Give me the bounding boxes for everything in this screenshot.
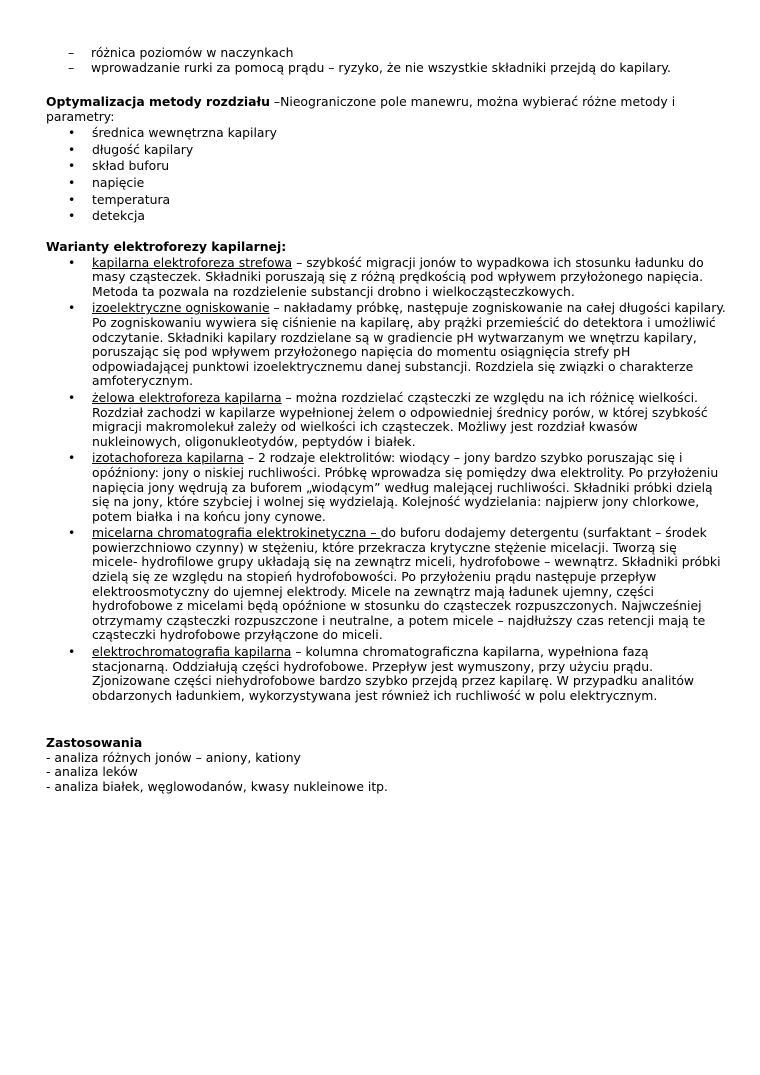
bullet-icon: •	[68, 141, 76, 157]
applications-section	[46, 736, 726, 794]
section-heading: Optymalizacja metody rozdziału	[46, 94, 270, 109]
bullet-icon: •	[68, 525, 76, 541]
variant-term: kapilarna elektroforeza strefowa	[92, 254, 293, 270]
application-line: - analiza białek, węglowodanów, kwasy nukleinowe itp.	[46, 778, 388, 794]
variants-section	[46, 240, 726, 703]
parameters-list	[46, 126, 726, 226]
section-heading: Warianty elektroforezy kapilarnej:	[46, 239, 287, 254]
list-item: • napięcie	[68, 174, 145, 190]
list-item: – wprowadzanie rurki za pomocą prądu – ryzyko, że nie wszystkie składniki przejdą do kapilary.	[68, 59, 671, 75]
list-item: • detekcja	[68, 208, 145, 224]
dash-icon: –	[68, 45, 75, 60]
list-item: • długość kapilary	[68, 141, 194, 157]
variant-term: żelowa elektroforeza kapilarna	[92, 389, 282, 405]
variant-term: elektrochromatografia kapilarna	[92, 644, 292, 660]
list-item: • izotachoforeza kapilarna – 2 rodzaje elektrolitów: wiodący – jony bardzo szybko poruszając się i opóźniony: jony o niskiej ruchliwości. Próbkę wprowadza się pomiędzy dwa elektrolity. Po przyłożeniu napięcia jony wędrują za buforem „wiodącym” według malejącej ruchliwości. Składniki próbki dzielą się na jony, które szybciej i wolnej się wydzielają. Kolejność wydzielania: najpierw jony chlorkowe, potem białka i na końcu jony cynowe.	[68, 450, 719, 524]
list-item: • średnica wewnętrzna kapilary	[68, 125, 277, 141]
list-item: • izoelektryczne ogniskowanie – nakładamy próbkę, następuje zogniskowanie na całej długości kapilary. Po zogniskowaniu wywiera się ciśnienie na kapilarę, aby prążki przemieścić do detektora i umożliwić odczytanie. Składniki kapilary rozdzielane są w gradiencie pH wytwarzanym we wnętrzu kapilary, poruszając się pod wpływem przyłożonego napięcia do momentu osiągnięcia strefy pH odpowiadającej punktowi izoelektrycznemu danej substancji. Rozdziela się związki o charakterze amfoterycznym.	[68, 300, 726, 389]
variant-term: micelarna chromatografia elektrokinetyczna –	[92, 525, 381, 541]
list-item: • żelowa elektroforeza kapilarna – można rozdzielać cząsteczki ze względu na ich różnicę wielkości. Rozdział zachodzi w kapilarze wypełnionej żelem o odpowiedniej średnicy porów, w której szybkość migracji makromolekuł zależy od wielkości ich cząsteczek. Możliwy jest rozdział kwasów nukleinowych, oligonukleotydów, peptydów i białek.	[68, 389, 708, 449]
bullet-icon: •	[68, 208, 76, 224]
application-line: - analiza różnych jonów – aniony, kationy	[46, 749, 301, 765]
bullet-icon: •	[68, 450, 76, 466]
list-item: • kapilarna elektroforeza strefowa – szybkość migracji jonów to wypadkowa ich stosunku ładunku do masy cząsteczek. Składniki poruszają się z różną prędkością pod wpływem przyłożonego napięcia. Metoda ta pozwala na rozdzielenie substancji drobno i wielkocząsteczkowych.	[68, 254, 704, 299]
section-heading: Zastosowania	[46, 735, 143, 750]
bullet-icon: •	[68, 644, 76, 660]
variants-list	[46, 256, 726, 704]
bullet-icon: •	[68, 300, 76, 316]
list-item: – różnica poziomów w naczynkach	[68, 45, 294, 60]
bullet-icon: •	[68, 125, 76, 141]
bullet-icon: •	[68, 389, 76, 405]
variant-term: izoelektryczne ogniskowanie	[92, 300, 270, 316]
bullet-icon: •	[68, 191, 76, 207]
top-dash-list	[68, 46, 728, 75]
bullet-icon: •	[68, 158, 76, 174]
optimization-section	[46, 95, 726, 226]
application-line: - analiza leków	[46, 764, 138, 780]
bullet-icon: •	[68, 174, 76, 190]
list-item: • elektrochromatografia kapilarna – kolumna chromatograficzna kapilarna, wypełniona fazą stacjonarną. Oddziałują części hydrofobowe. Przepływ jest wymuszony, przy użyciu prądu. Zjonizowane części niehydrofobowe bardzo szybko przejdą przez kapilarę. W przypadku analitów obdarzonych ładunkiem, wykorzystywana jest również ich ruchliwość w polu elektrycznym.	[68, 644, 695, 703]
dash-icon: –	[68, 59, 75, 75]
list-item: • micelarna chromatografia elektrokinetyczna – do buforu dodajemy detergentu (surfaktant – środek powierzchniowo czynny) w stężeniu, które przekracza krytyczne stężenie micelacji. Tworzą się micele- hydrofilowe grupy układają się na zewnątrz miceli, hydrofobowe – wewnątrz. Składniki próbki dzielą się ze względu na stopień hydrofobowości. Po przyłożeniu prądu następuje przepływ elektroosmotyczny do ujemnej elektrody. Micele na zewnątrz mają ładunek ujemny, części hydrofobowe z micelami będą opóźnione w stosunku do cząsteczek rozpuszczonych. Najwcześniej otrzymamy cząsteczki rozpuszczone i neutralne, a potem micele – najdłuższy czas retencji mają te cząsteczki hydrofobowe przyłączone do miceli.	[68, 525, 721, 643]
list-item: • skład buforu	[68, 158, 170, 174]
variant-term: izotachoforeza kapilarna	[92, 450, 244, 466]
list-item: • temperatura	[68, 191, 171, 207]
optimization-paragraph: Optymalizacja metody rozdziału –Nieograniczone pole manewru, można wybierać różne metody i parametry:	[46, 94, 676, 124]
bullet-icon: •	[68, 254, 76, 270]
